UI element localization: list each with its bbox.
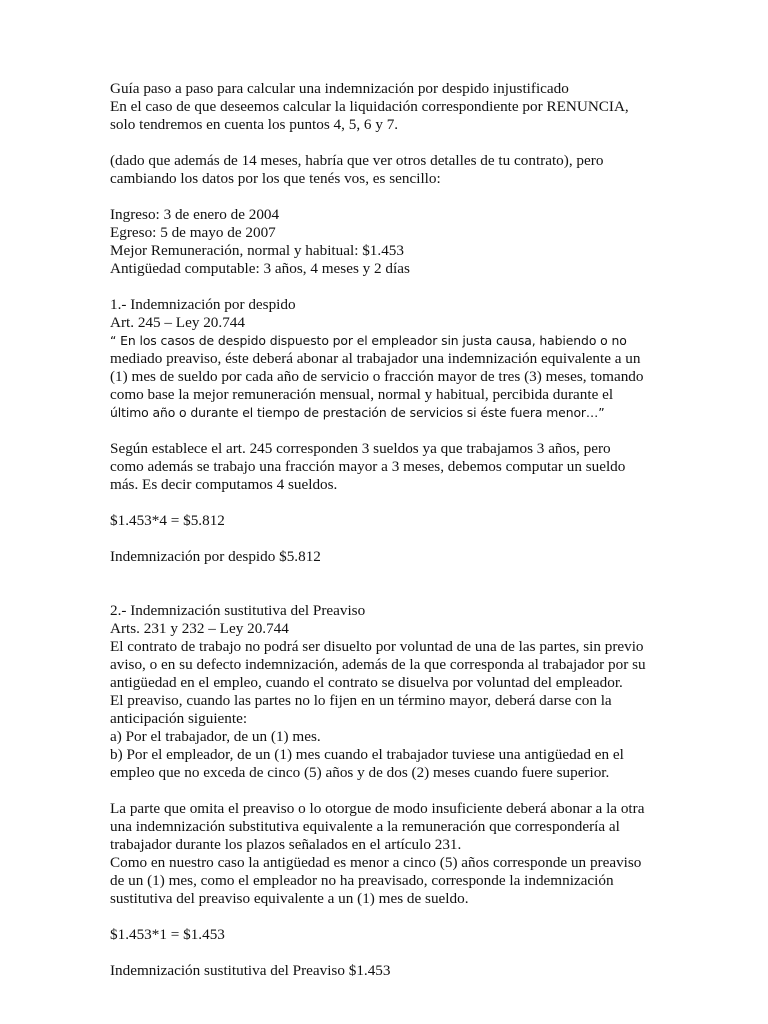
spacer <box>110 188 670 206</box>
intro-line-1: (dado que además de 14 meses, habría que ver otros detalles de tu contrato), pero <box>110 152 604 169</box>
section-1-quote-line-2: mediado preaviso, éste deberá abonar al trabajador una indemnización equivalente a un <box>110 350 641 367</box>
section-1-title: 1.- Indemnización por despido <box>110 296 296 313</box>
section-2-paragraph-2-line-4: Como en nuestro caso la antigüedad es menor a cinco (5) años corresponde un preaviso <box>110 854 642 871</box>
section-2-paragraph-2-line-3: trabajador durante los plazos señalados en el artículo 231. <box>110 836 462 853</box>
spacer <box>110 566 670 602</box>
section-2-paragraph-2-line-2: una indemnización substitutiva equivalente a la remuneración que correspondería al <box>110 818 620 835</box>
section-2-paragraph-1-line-2: aviso, o en su defecto indemnización, además de la que corresponda al trabajador por su <box>110 656 646 673</box>
section-1-law-reference: Art. 245 – Ley 20.744 <box>110 314 245 331</box>
document-title: Guía paso a paso para calcular una indemnización por despido injustificado <box>110 80 569 97</box>
list-item-b-line-2: empleo que no exceda de cinco (5) años y de dos (2) meses cuando fuere superior. <box>110 764 610 781</box>
section-1-quote-line-4: como base la mejor remuneración mensual, normal y habitual, percibida durante el <box>110 386 614 403</box>
section-1-result: Indemnización por despido $5.812 <box>110 548 321 565</box>
section-1-quote-line-5: último año o durante el tiempo de prestación de servicios si éste fuera menor…” <box>110 405 605 420</box>
section-1-quote-line-1: “ En los casos de despido dispuesto por el empleador sin justa causa, habiendo o no <box>110 333 627 348</box>
section-1-quote-line-3: (1) mes de sueldo por cada año de servicio o fracción mayor de tres (3) meses, tomando <box>110 368 644 385</box>
section-2-paragraph-2-line-6: sustitutiva del preaviso equivalente a un (1) mes de sueldo. <box>110 890 469 907</box>
egreso-date: Egreso: 5 de mayo de 2007 <box>110 224 276 241</box>
section-2-paragraph-1-line-3: antigüedad en el empleo, cuando el contrato se disuelva por voluntad del empleador. <box>110 674 623 691</box>
best-salary: Mejor Remuneración, normal y habitual: $1.453 <box>110 242 404 259</box>
document-page <box>110 80 670 980</box>
renuncia-note-line-1: En el caso de que deseemos calcular la liquidación correspondiente por RENUNCIA, <box>110 98 629 115</box>
list-item-b-line-1: b) Por el empleador, de un (1) mes cuando el trabajador tuviese una antigüedad en el <box>110 746 624 763</box>
list-item-a: a) Por el trabajador, de un (1) mes. <box>110 728 321 745</box>
section-2-result: Indemnización sustitutiva del Preaviso $1.453 <box>110 962 391 979</box>
spacer <box>110 278 670 296</box>
ingreso-date: Ingreso: 3 de enero de 2004 <box>110 206 280 223</box>
computable-seniority: Antigüedad computable: 3 años, 4 meses y 2 días <box>110 260 410 277</box>
section-2-paragraph-1-line-1: El contrato de trabajo no podrá ser disuelto por voluntad de una de las partes, sin previo <box>110 638 644 655</box>
section-2-paragraph-1-line-4: El preaviso, cuando las partes no lo fijen en un término mayor, deberá darse con la <box>110 692 612 709</box>
intro-line-2: cambiando los datos por los que tenés vos, es sencillo: <box>110 170 441 187</box>
renuncia-note-line-2: solo tendremos en cuenta los puntos 4, 5, 6 y 7. <box>110 116 399 133</box>
spacer <box>110 134 670 152</box>
spacer <box>110 422 670 440</box>
section-2-paragraph-2-line-5: de un (1) mes, como el empleador no ha preavisado, corresponde la indemnización <box>110 872 614 889</box>
section-2-paragraph-2-line-1: La parte que omita el preaviso o lo otorgue de modo insuficiente deberá abonar a la otra <box>110 800 645 817</box>
section-1-explanation-line-1: Según establece el art. 245 corresponden 3 sueldos ya que trabajamos 3 años, pero <box>110 440 611 457</box>
section-2-title: 2.- Indemnización sustitutiva del Preaviso <box>110 602 366 619</box>
spacer <box>110 530 670 548</box>
spacer <box>110 908 670 926</box>
spacer <box>110 944 670 962</box>
section-1-explanation-line-2: como además se trabajo una fracción mayor a 3 meses, debemos computar un sueldo <box>110 458 626 475</box>
section-1-calculation: $1.453*4 = $5.812 <box>110 512 225 529</box>
spacer <box>110 494 670 512</box>
section-1-explanation-line-3: más. Es decir computamos 4 sueldos. <box>110 476 338 493</box>
section-2-calculation: $1.453*1 = $1.453 <box>110 926 225 943</box>
section-2-law-reference: Arts. 231 y 232 – Ley 20.744 <box>110 620 289 637</box>
spacer <box>110 782 670 800</box>
section-2-paragraph-1-line-5: anticipación siguiente: <box>110 710 248 727</box>
